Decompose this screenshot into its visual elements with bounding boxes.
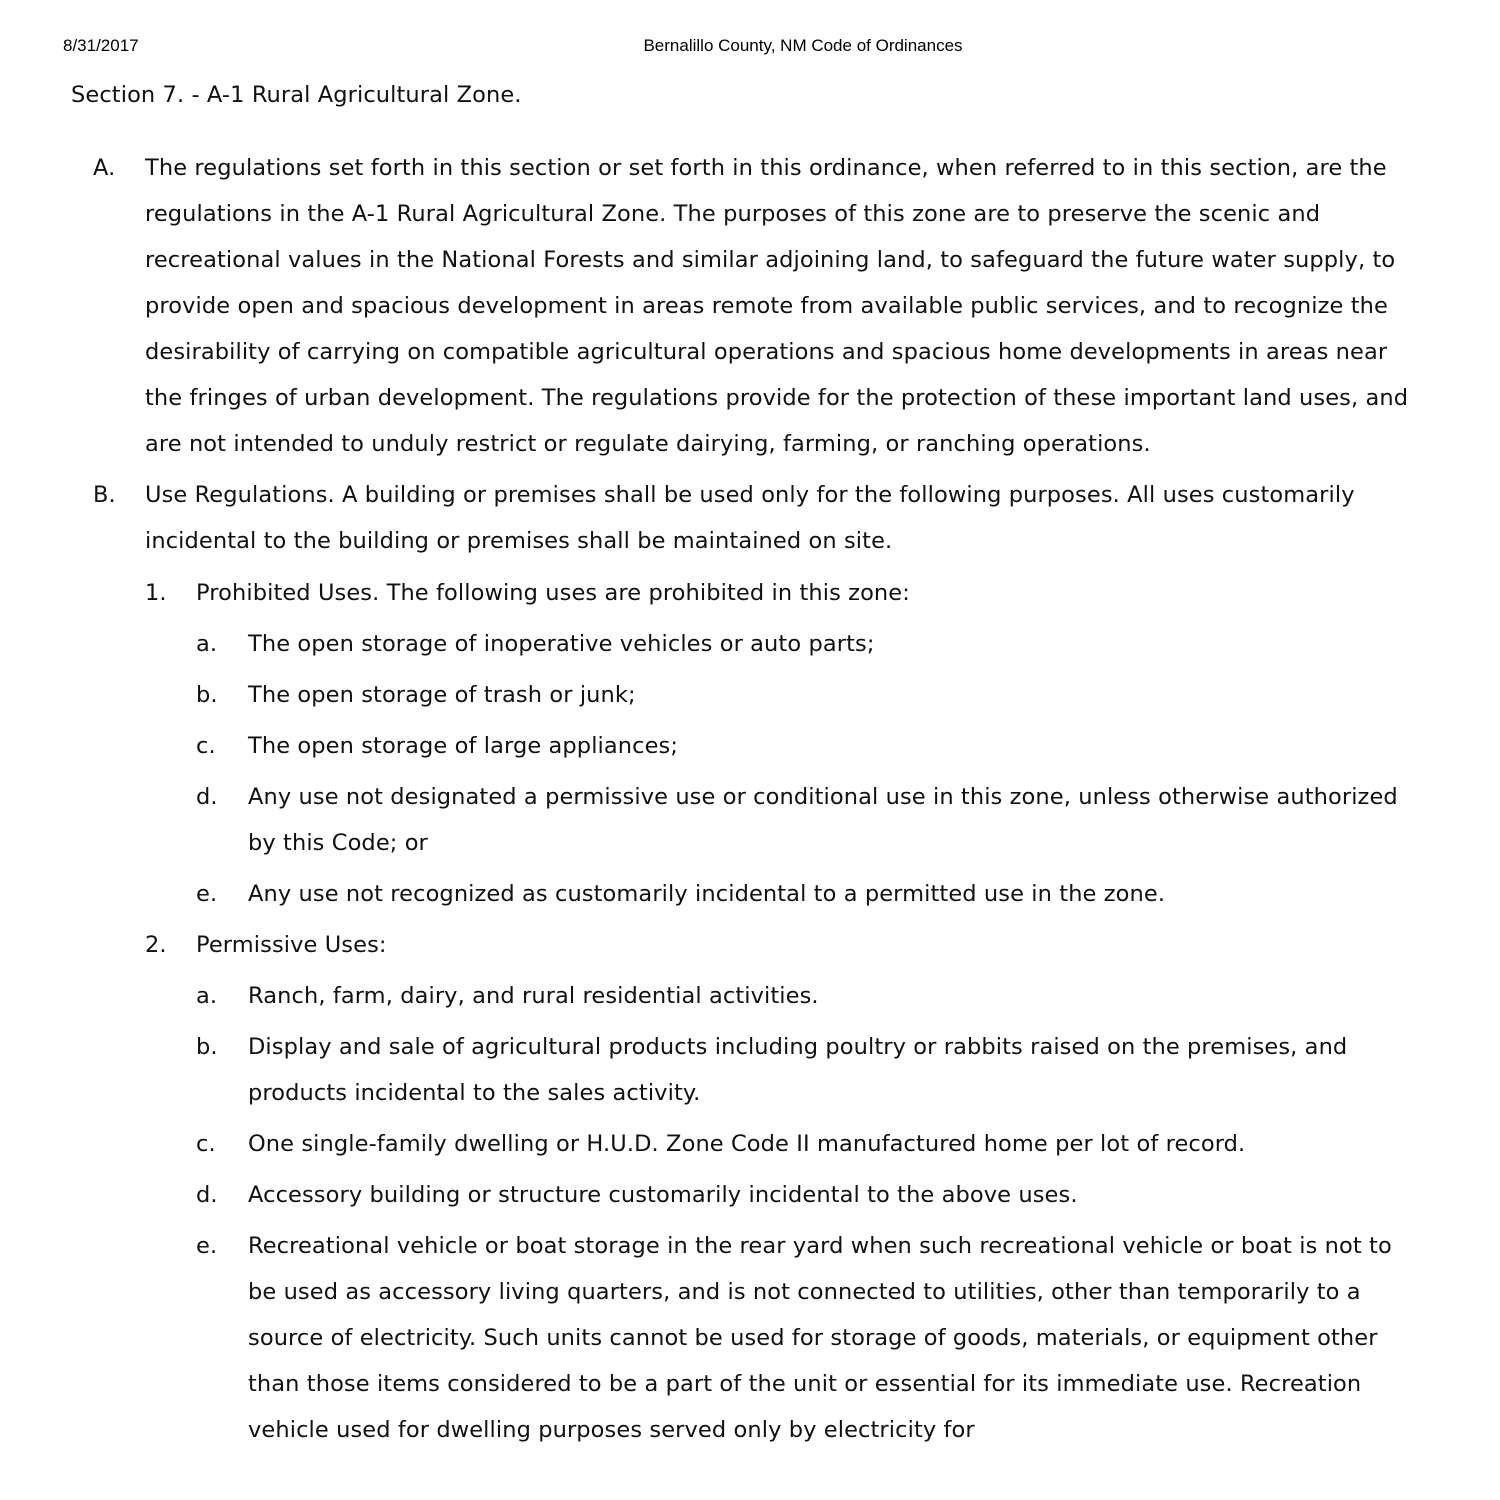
paragraph-b-marker: B. — [93, 482, 116, 508]
paragraph-a — [0, 145, 1413, 467]
list-item — [0, 621, 1414, 667]
list-item-marker: e. — [196, 1233, 218, 1259]
list-item — [0, 973, 1414, 1019]
print-date: 8/31/2017 — [63, 36, 139, 55]
list-item-text: Display and sale of agricultural products including poultry or rabbits raised on the premises, and products incidental to the sales activity. — [248, 1034, 1348, 1106]
list-item — [0, 774, 1414, 866]
subsection-permissive-uses — [0, 922, 1413, 968]
list-item-text: The open storage of inoperative vehicles or auto parts; — [248, 631, 875, 657]
list-item-marker: c. — [196, 733, 216, 759]
list-item — [0, 1024, 1414, 1116]
print-header — [0, 36, 1500, 60]
list-item — [0, 1121, 1414, 1167]
subsection-2-marker: 2. — [145, 932, 167, 958]
subsection-1-text: Prohibited Uses. The following uses are prohibited in this zone: — [196, 580, 910, 606]
list-item — [0, 1172, 1414, 1218]
paragraph-a-marker: A. — [93, 155, 116, 181]
list-item-marker: b. — [196, 1034, 218, 1060]
list-item-text: Any use not designated a permissive use or conditional use in this zone, unless otherwise authorized by this Code; or — [248, 784, 1398, 856]
list-item-text: Ranch, farm, dairy, and rural residential activities. — [248, 983, 819, 1009]
print-source-title: Bernalillo County, NM Code of Ordinances — [643, 36, 963, 55]
list-item — [0, 672, 1414, 718]
list-item-marker: d. — [196, 784, 218, 810]
list-item-text: One single-family dwelling or H.U.D. Zone Code II manufactured home per lot of record. — [248, 1131, 1246, 1157]
list-item-text: The open storage of trash or junk; — [248, 682, 636, 708]
list-item-text: The open storage of large appliances; — [248, 733, 679, 759]
list-item — [0, 871, 1414, 917]
subsection-1-marker: 1. — [145, 580, 167, 606]
list-item-marker: e. — [196, 881, 218, 907]
paragraph-a-text: The regulations set forth in this section or set forth in this ordinance, when referred to in this section, are the regulations in the A-1 Rural Agricultural Zone. The purposes of this zone are to preserve the scenic and recreational values in the National Forests and similar adjoining land, to safeguard the future water supply, to provide open and spacious development in areas remote from available public services, and to recognize the desirability of carrying on compatible agricultural operations and spacious home developments in areas near the fringes of urban development. The regulations provide for the protection of these important land uses, and are not intended to unduly restrict or regulate dairying, farming, or ranching operations. — [145, 155, 1409, 457]
list-item-marker: d. — [196, 1182, 218, 1208]
list-item — [0, 1223, 1414, 1453]
list-item-text: Recreational vehicle or boat storage in the rear yard when such recreational vehicle or boat is not to be used as accessory living quarters, and is not connected to utilities, other than temporarily to a source of electricity. Such units cannot be used for storage of goods, materials, or equipment other than those items considered to be a part of the unit or essential for its immediate use. Recreation vehicle used for dwelling purposes served only by electricity for — [248, 1233, 1392, 1443]
subsection-prohibited-uses — [0, 570, 1413, 616]
list-item-text: Any use not recognized as customarily incidental to a permitted use in the zone. — [248, 881, 1166, 907]
paragraph-b-text: Use Regulations. A building or premises shall be used only for the following purposes. All uses customarily incidental to the building or premises shall be maintained on site. — [145, 482, 1355, 554]
subsection-2-text: Permissive Uses: — [196, 932, 387, 958]
list-item-text: Accessory building or structure customarily incidental to the above uses. — [248, 1182, 1078, 1208]
section-title: Section 7. - A-1 Rural Agricultural Zone. — [71, 82, 522, 108]
paragraph-b — [0, 472, 1413, 564]
list-item-marker: a. — [196, 631, 218, 657]
section-content — [0, 145, 1500, 1453]
list-item-marker: b. — [196, 682, 218, 708]
list-item-marker: a. — [196, 983, 218, 1009]
list-item-marker: c. — [196, 1131, 216, 1157]
list-item — [0, 723, 1414, 769]
